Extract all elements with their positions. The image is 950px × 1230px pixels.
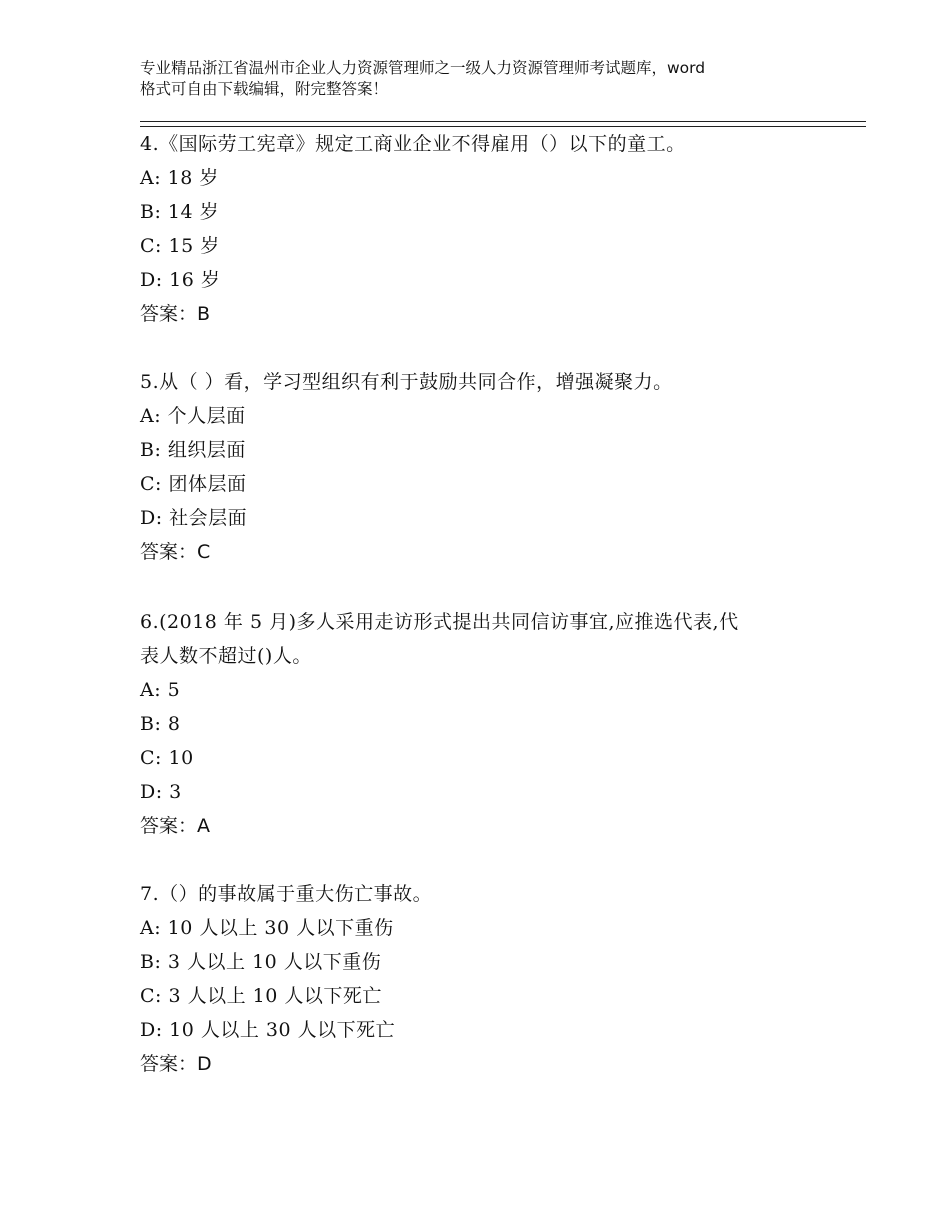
question-stem-line: 表人数不超过()人。 xyxy=(140,645,312,667)
option-b: B: 3 人以上 10 人以下重伤 xyxy=(140,951,382,973)
option-c: C: 团体层面 xyxy=(140,473,247,495)
question-stem xyxy=(140,127,840,161)
option-a: A: 5 xyxy=(140,679,181,701)
option-d: D: 16 岁 xyxy=(140,269,221,291)
question-6 xyxy=(140,605,840,843)
question-4 xyxy=(140,127,840,331)
option-c: C: 10 xyxy=(140,747,194,769)
question-stem xyxy=(140,365,840,399)
option-c: C: 3 人以上 10 人以下死亡 xyxy=(140,985,382,1007)
question-stem xyxy=(140,877,840,911)
option-c: C: 15 岁 xyxy=(140,235,220,257)
option-a: A: 个人层面 xyxy=(140,405,246,427)
option-b: B: 组织层面 xyxy=(140,439,246,461)
question-5 xyxy=(140,365,840,569)
option-a: A: 10 人以上 30 人以下重伤 xyxy=(140,917,394,939)
option-d: D: 社会层面 xyxy=(140,507,248,529)
question-stem xyxy=(140,605,840,673)
header-line: 专业精品浙江省温州市企业人力资源管理师之一级人力资源管理师考试题库，word xyxy=(140,59,706,77)
page-header xyxy=(140,58,840,100)
answer-label: 答案：A xyxy=(140,815,210,837)
question-stem-line: 6.(2018 年 5 月)多人采用走访形式提出共同信访事宜,应推选代表,代 xyxy=(140,611,739,633)
header-line: 格式可自由下载编辑，附完整答案！ xyxy=(140,80,389,98)
answer-label: 答案：B xyxy=(140,303,211,325)
option-d: D: 10 人以上 30 人以下死亡 xyxy=(140,1019,396,1041)
question-stem-line: 5.从（ ）看，学习型组织有利于鼓励共同合作，增强凝聚力。 xyxy=(140,371,673,393)
question-7 xyxy=(140,877,840,1081)
question-stem-line: 7.（）的事故属于重大伤亡事故。 xyxy=(140,883,433,905)
option-b: B: 8 xyxy=(140,713,181,735)
option-a: A: 18 岁 xyxy=(140,167,219,189)
answer-label: 答案：C xyxy=(140,541,211,563)
answer-label: 答案：D xyxy=(140,1053,212,1075)
option-b: B: 14 岁 xyxy=(140,201,220,223)
question-stem-line: 4.《国际劳工宪章》规定工商业企业不得雇用（）以下的童工。 xyxy=(140,133,686,155)
option-d: D: 3 xyxy=(140,781,182,803)
